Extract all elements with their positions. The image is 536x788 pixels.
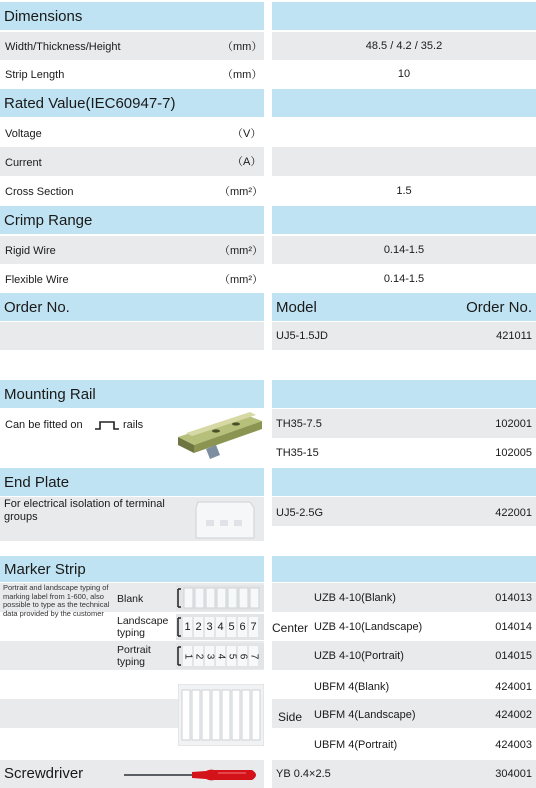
spec-row-voltage: [0, 119, 264, 147]
marker-type-landscape: Landscape typing: [117, 615, 169, 639]
end-plate-image: [192, 500, 256, 540]
din-rail-symbol-icon: [94, 420, 120, 431]
side-group-label: Side: [278, 710, 303, 724]
spec-value: 0.14-1.5: [383, 244, 425, 256]
marker-digit: 2: [194, 617, 203, 637]
screwdriver-image: [122, 766, 262, 784]
model-cell: UZB 4-10(Blank): [314, 592, 396, 604]
endplate-desc: For electrical isolation of terminal groups: [4, 498, 165, 523]
marker-digit: 7: [248, 653, 259, 659]
dimensions-header-right: [272, 2, 536, 30]
marker-digit: 5: [226, 653, 237, 659]
spec-label: Strip Length: [5, 69, 65, 81]
spec-row-width: [0, 32, 264, 60]
spec-value-width: [272, 32, 536, 60]
crimp-header: [0, 206, 264, 234]
marker-digit: 7: [249, 617, 258, 637]
spec-row-strip-length: [0, 60, 264, 88]
spec-value-cross-section: [272, 176, 536, 205]
endplate-row: [272, 497, 536, 526]
order-header: [0, 293, 264, 321]
marker-strip-landscape-image: [176, 614, 264, 640]
marker-digit: 1: [182, 653, 193, 659]
marker-digit: 1: [183, 617, 192, 637]
spec-value-flexible-wire: [272, 264, 536, 293]
endplate-header: [0, 468, 264, 496]
mounting-desc-cell: [0, 409, 264, 467]
marker-row-1: [272, 583, 536, 612]
section-title: Order No.: [4, 298, 70, 316]
model-column-header: Model: [276, 299, 317, 316]
mounting-desc-suffix: rails: [123, 419, 144, 431]
marker-strip-side-image: [178, 684, 264, 746]
spec-row-flexible-wire: [0, 264, 264, 293]
marker-digit: 6: [238, 617, 247, 637]
mounting-header: [0, 380, 264, 408]
marker-strip-blank-image: [176, 585, 264, 611]
spec-value: 10: [397, 68, 411, 80]
marker-strip-portrait-image: [176, 643, 264, 669]
marker-digit: 4: [215, 653, 226, 659]
section-title: Mounting Rail: [4, 385, 96, 403]
order-cell: 014014: [495, 621, 532, 633]
spec-unit: （mm）: [222, 41, 263, 53]
spec-value-rigid-wire: [272, 236, 536, 264]
section-title: Rated Value(IEC60947-7): [4, 94, 176, 112]
spec-unit: （A）: [232, 156, 262, 168]
marker-desc: Portrait and landscape typing of marking label from 1-600, also possible to type as the technical data provided by the customer: [3, 583, 110, 618]
spec-label: Rigid Wire: [5, 245, 56, 257]
order-cell: 421011: [496, 330, 532, 342]
screwdriver-row-left: [0, 760, 264, 788]
marker-type-blank: Blank: [117, 593, 144, 605]
marker-row-4: [272, 670, 536, 699]
mounting-rail-image: [176, 409, 264, 461]
mounting-row-1: [272, 409, 536, 438]
mounting-header-right: [272, 380, 536, 408]
endplate-header-right: [272, 468, 536, 496]
marker-header: [0, 556, 264, 582]
model-cell: UBFM 4(Blank): [314, 681, 390, 693]
spec-unit: （mm²）: [219, 245, 263, 257]
spec-unit: （mm²）: [219, 274, 263, 286]
order-cell: 304001: [495, 768, 532, 780]
model-cell: UBFM 4(Portrait): [314, 739, 398, 751]
marker-digit: 5: [227, 617, 236, 637]
spec-value-strip-length: [272, 60, 536, 88]
order-cell: 014015: [495, 650, 532, 662]
order-cell: 422001: [495, 507, 532, 519]
marker-digit: 3: [205, 617, 214, 637]
mounting-desc: Can be fitted on: [5, 419, 83, 431]
model-cell: UZB 4-10(Portrait): [314, 650, 404, 662]
marker-row-2: [272, 612, 536, 641]
marker-row-3: [272, 641, 536, 670]
spec-unit: （V）: [232, 128, 262, 140]
section-title: Crimp Range: [4, 211, 93, 229]
marker-digit: 3: [204, 653, 215, 659]
spec-value-voltage: [272, 119, 536, 147]
model-cell: YB 0.4×2.5: [276, 768, 331, 780]
spec-unit: （mm²）: [219, 186, 263, 198]
order-row-left: [0, 322, 264, 350]
order-cell: 424002: [495, 709, 532, 721]
model-cell: TH35-15: [276, 447, 319, 459]
spec-value: 48.5 / 4.2 / 35.2: [365, 40, 443, 52]
spec-label: Flexible Wire: [5, 274, 69, 286]
order-column-header: Order No.: [466, 299, 532, 316]
section-title: Marker Strip: [4, 560, 86, 578]
rated-header: [0, 89, 264, 117]
section-title: Dimensions: [4, 7, 83, 25]
model-cell: UJ5-2.5G: [276, 507, 324, 519]
screwdriver-row: [272, 760, 536, 788]
marker-digit: 6: [237, 653, 248, 659]
marker-digit: 4: [216, 617, 225, 637]
spec-value-current: [272, 147, 536, 176]
model-cell: UZB 4-10(Landscape): [314, 621, 423, 633]
rated-header-right: [272, 89, 536, 117]
order-row: [272, 322, 536, 350]
order-cell: 102005: [495, 447, 532, 459]
spec-row-current: [0, 147, 264, 176]
marker-row-6: [272, 728, 536, 758]
model-cell: UBFM 4(Landscape): [314, 709, 416, 721]
model-cell: UJ5-1.5JD: [276, 330, 328, 342]
order-cell: 014013: [495, 592, 532, 604]
order-header-right: [272, 293, 536, 321]
spec-label: Voltage: [5, 128, 42, 140]
order-cell: 424003: [495, 739, 532, 751]
center-group-label: Center: [272, 621, 309, 635]
dimensions-header: [0, 2, 264, 30]
crimp-header-right: [272, 206, 536, 234]
marker-type-portrait: Portrait typing: [117, 644, 151, 668]
marker-row-5: [272, 699, 536, 728]
spec-label: Cross Section: [5, 186, 74, 198]
mounting-row-2: [272, 438, 536, 467]
order-cell: 424001: [495, 681, 532, 693]
marker-header-right: [272, 556, 536, 582]
spec-label: Current: [5, 157, 42, 169]
marker-digit: 2: [193, 653, 204, 659]
spec-label: Width/Thickness/Height: [5, 41, 121, 53]
spec-value: 0.14-1.5: [383, 272, 425, 285]
section-title: End Plate: [4, 473, 70, 491]
spec-unit: （mm）: [222, 69, 263, 81]
endplate-desc-cell: [0, 497, 264, 541]
spec-row-cross-section: [0, 176, 264, 205]
spec-value: 1.5: [396, 184, 412, 197]
spec-row-rigid-wire: [0, 236, 264, 264]
order-cell: 102001: [495, 418, 532, 430]
section-title: Screwdriver: [4, 765, 84, 782]
model-cell: TH35-7.5: [276, 418, 322, 430]
